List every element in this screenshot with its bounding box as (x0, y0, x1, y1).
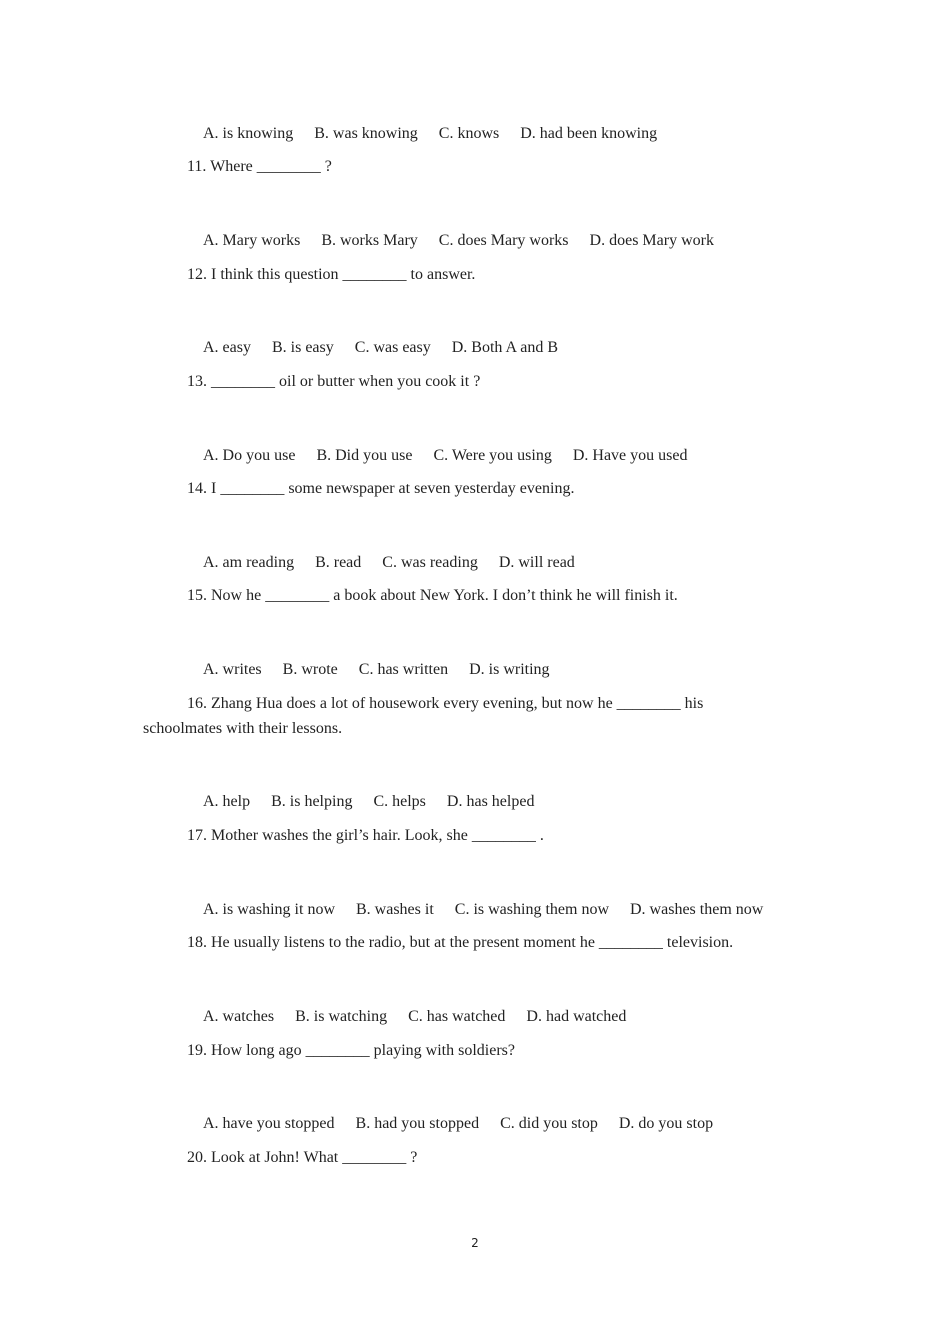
option: D. washes them now (630, 901, 764, 918)
options-q18 (187, 987, 647, 1047)
question-17: 17. Mother washes the girl’s hair. Look, she ________ . (187, 827, 544, 844)
page-number: 2 (471, 1236, 479, 1250)
question-20: 20. Look at John! What ________ ? (187, 1149, 418, 1166)
option: A. am reading (203, 554, 295, 571)
option: C. knows (438, 125, 500, 142)
option: B. is easy (271, 339, 334, 356)
option: C. has written (358, 661, 449, 678)
option: D. has helped (446, 793, 535, 810)
option: D. do you stop (618, 1115, 714, 1132)
options-q12 (187, 318, 579, 378)
option: C. has watched (408, 1008, 506, 1025)
option: B. is watching (295, 1008, 388, 1025)
option: D. will read (498, 554, 575, 571)
options-q17 (187, 880, 784, 940)
option: C. was reading (382, 554, 478, 571)
option: B. Did you use (316, 447, 413, 464)
question-11: 11. Where ________ ? (187, 158, 332, 175)
question-13: 13. ________ oil or butter when you cook it ? (187, 373, 481, 390)
option: B. had you stopped (355, 1115, 480, 1132)
question-19: 19. How long ago ________ playing with soldiers? (187, 1042, 515, 1059)
option: D. had watched (526, 1008, 627, 1025)
option: C. does Mary works (438, 232, 569, 249)
option: A. watches (203, 1008, 275, 1025)
option: C. Were you using (433, 447, 552, 464)
option: A. Do you use (203, 447, 296, 464)
option: D. had been knowing (520, 125, 658, 142)
question-14: 14. I ________ some newspaper at seven yesterday evening. (187, 480, 575, 497)
options-q11 (187, 211, 735, 271)
options-q19 (187, 1094, 734, 1154)
question-12: 12. I think this question ________ to answer. (187, 266, 476, 283)
option: D. Both A and B (451, 339, 558, 356)
option: B. was knowing (314, 125, 418, 142)
option: B. works Mary (321, 232, 418, 249)
option: D. does Mary work (589, 232, 714, 249)
question-18: 18. He usually listens to the radio, but at the present moment he ________ television. (187, 934, 734, 951)
option: D. Have you used (572, 447, 688, 464)
option: A. is knowing (203, 125, 294, 142)
option: D. is writing (469, 661, 550, 678)
option: C. was easy (354, 339, 431, 356)
option: B. wrote (282, 661, 338, 678)
options-q14 (187, 533, 596, 593)
option: A. easy (203, 339, 251, 356)
options-q16 (187, 772, 555, 832)
option: C. helps (373, 793, 426, 810)
option: B. read (315, 554, 362, 571)
option: A. help (203, 793, 251, 810)
option: B. washes it (356, 901, 434, 918)
option: C. is washing them now (454, 901, 609, 918)
option: A. writes (203, 661, 262, 678)
question-15: 15. Now he ________ a book about New York. I don’t think he will finish it. (187, 587, 678, 604)
option: C. did you stop (500, 1115, 598, 1132)
question-16: 16. Zhang Hua does a lot of housework every evening, but now he ________ his schoolmates with their lessons. (143, 695, 704, 737)
options-q10 (187, 104, 678, 164)
option: A. have you stopped (203, 1115, 335, 1132)
option: A. Mary works (203, 232, 301, 249)
option: A. is washing it now (203, 901, 335, 918)
options-q13 (187, 426, 708, 486)
option: B. is helping (271, 793, 353, 810)
